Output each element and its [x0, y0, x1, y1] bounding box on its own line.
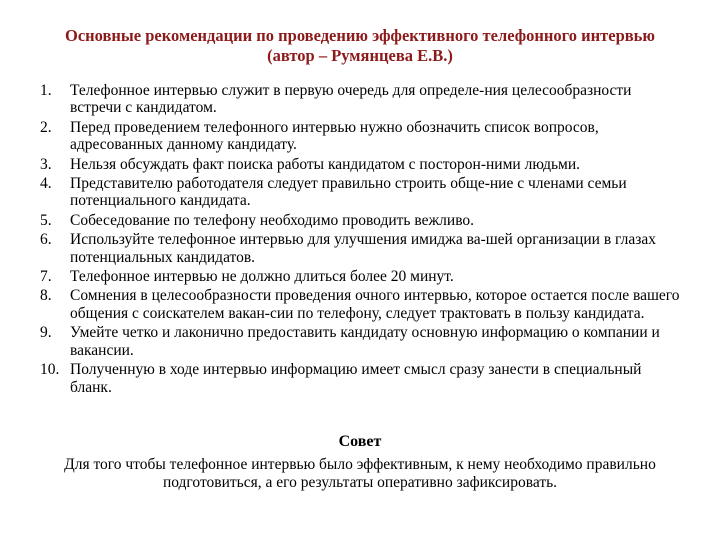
list-item — [40, 268, 680, 285]
item-number: 3. — [40, 155, 52, 173]
item-number: 9. — [40, 324, 52, 342]
page-title: Основные рекомендации по проведению эффективного телефонного интервью (автор – Румянцева Е.В.) — [64, 26, 656, 65]
list-item — [40, 361, 680, 396]
item-text: Представителю работодателя следует правильно строить обще-ние с членами семьи потенциального кандидата. — [70, 175, 627, 210]
list-item — [40, 175, 680, 210]
item-number: 4. — [40, 175, 52, 193]
list-item — [40, 324, 680, 359]
item-number: 10. — [40, 361, 60, 379]
item-text: Используйте телефонное интервью для улучшения имиджа ва-шей организации в глазах потенциальных кандидатов. — [70, 231, 656, 266]
item-text: Собеседование по телефону необходимо проводить вежливо. — [70, 211, 475, 229]
item-text: Перед проведением телефонного интервью нужно обозначить список вопросов, адресованных данному кандидату. — [70, 118, 599, 154]
item-text: Телефонное интервью не должно длиться более 20 минут. — [70, 268, 454, 286]
recommendations-list — [40, 82, 680, 398]
list-item — [40, 82, 680, 117]
item-text: Сомнения в целесообразности проведения очного интервью, которое остается после вашего общения с соискателем вакан-сии по телефону, следует трактовать в пользу кандидата. — [70, 287, 680, 322]
item-number: 5. — [40, 211, 52, 229]
list-item — [40, 287, 680, 322]
list-item — [40, 231, 680, 266]
advice-text: Для того чтобы телефонное интервью было эффективным, к нему необходимо правильно подготовиться, а его результаты оперативно зафиксировать. — [64, 456, 656, 491]
item-text: Полученную в ходе интервью информацию имеет смысл сразу занести в специальный бланк. — [70, 361, 642, 396]
advice-heading: Совет — [338, 433, 382, 450]
list-item — [40, 212, 680, 229]
item-number: 1. — [40, 82, 52, 99]
item-text: Нельзя обсуждать факт поиска работы кандидатом с посторон-ними людьми. — [70, 155, 581, 173]
list-item — [40, 119, 680, 154]
item-number: 8. — [40, 287, 52, 305]
item-number: 7. — [40, 268, 52, 286]
item-number: 6. — [40, 231, 52, 249]
list-item — [40, 156, 680, 173]
item-text: Умейте четко и лаконично предоставить кандидату основную информацию о компании и вакансии. — [70, 324, 660, 359]
item-text: Телефонное интервью служит в первую очередь для определе-ния целесообразности встречи с кандидатом. — [70, 82, 632, 117]
item-number: 2. — [40, 118, 52, 136]
